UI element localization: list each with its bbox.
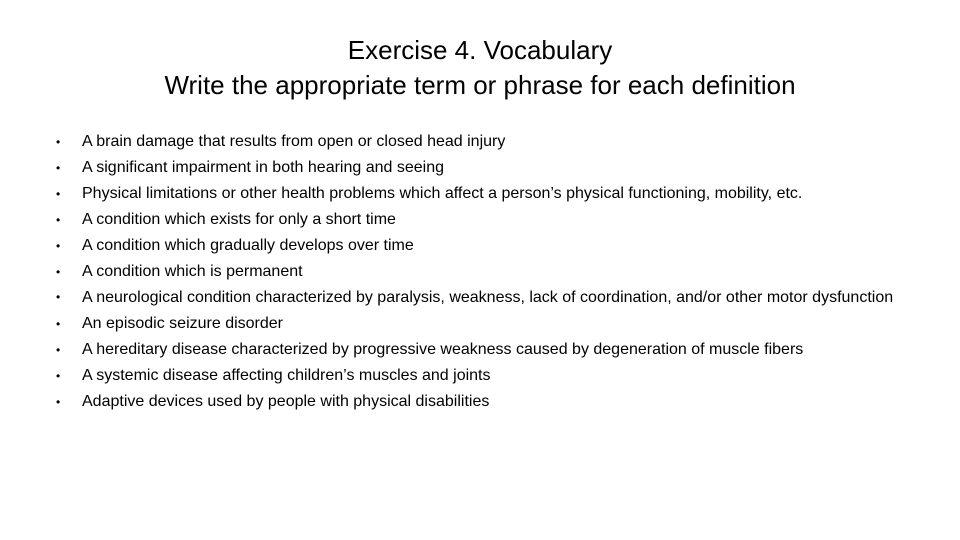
bullet-icon: • xyxy=(56,239,61,253)
definition-item-11 xyxy=(54,389,914,415)
definition-item-8 xyxy=(54,311,914,337)
definition-text: An episodic seizure disorder xyxy=(82,315,283,332)
definition-item-5 xyxy=(54,233,914,259)
definition-item-2 xyxy=(54,155,914,181)
bullet-icon: • xyxy=(56,161,61,175)
bullet-icon: • xyxy=(56,213,61,227)
definition-text: Physical limitations or other health problems which affect a person’s physical functioning, mobility, etc. xyxy=(82,185,803,202)
definition-item-3 xyxy=(54,181,914,207)
bullet-icon: • xyxy=(56,290,61,304)
definition-item-9 xyxy=(54,337,914,363)
bullet-icon: • xyxy=(56,187,61,201)
bullet-icon: • xyxy=(56,135,61,149)
definition-text: A condition which gradually develops over time xyxy=(82,237,414,254)
bullet-icon: • xyxy=(56,369,61,383)
slide-title xyxy=(0,33,960,103)
title-line-1: Exercise 4. Vocabulary xyxy=(347,35,613,65)
definition-list xyxy=(54,129,914,415)
bullet-icon: • xyxy=(56,265,61,279)
definition-item-1 xyxy=(54,129,914,155)
definition-text: Adaptive devices used by people with physical disabilities xyxy=(82,393,490,410)
definition-text: A brain damage that results from open or closed head injury xyxy=(82,133,506,150)
definition-item-7 xyxy=(54,285,914,311)
bullet-icon: • xyxy=(56,395,61,409)
definition-item-6 xyxy=(54,259,914,285)
definition-item-10 xyxy=(54,363,914,389)
definition-text: A significant impairment in both hearing and seeing xyxy=(82,159,444,176)
definition-text: A hereditary disease characterized by progressive weakness caused by degeneration of muscle fibers xyxy=(82,341,804,358)
bullet-icon: • xyxy=(56,317,61,331)
definition-text: A condition which is permanent xyxy=(82,263,303,280)
definition-text: A condition which exists for only a short time xyxy=(82,211,396,228)
definition-text: A neurological condition characterized by paralysis, weakness, lack of coordination, and/or other motor dysfunction xyxy=(82,289,894,306)
definition-text: A systemic disease affecting children’s muscles and joints xyxy=(82,367,491,384)
definition-item-4 xyxy=(54,207,914,233)
bullet-icon: • xyxy=(56,343,61,357)
title-line-2: Write the appropriate term or phrase for each definition xyxy=(164,70,796,100)
